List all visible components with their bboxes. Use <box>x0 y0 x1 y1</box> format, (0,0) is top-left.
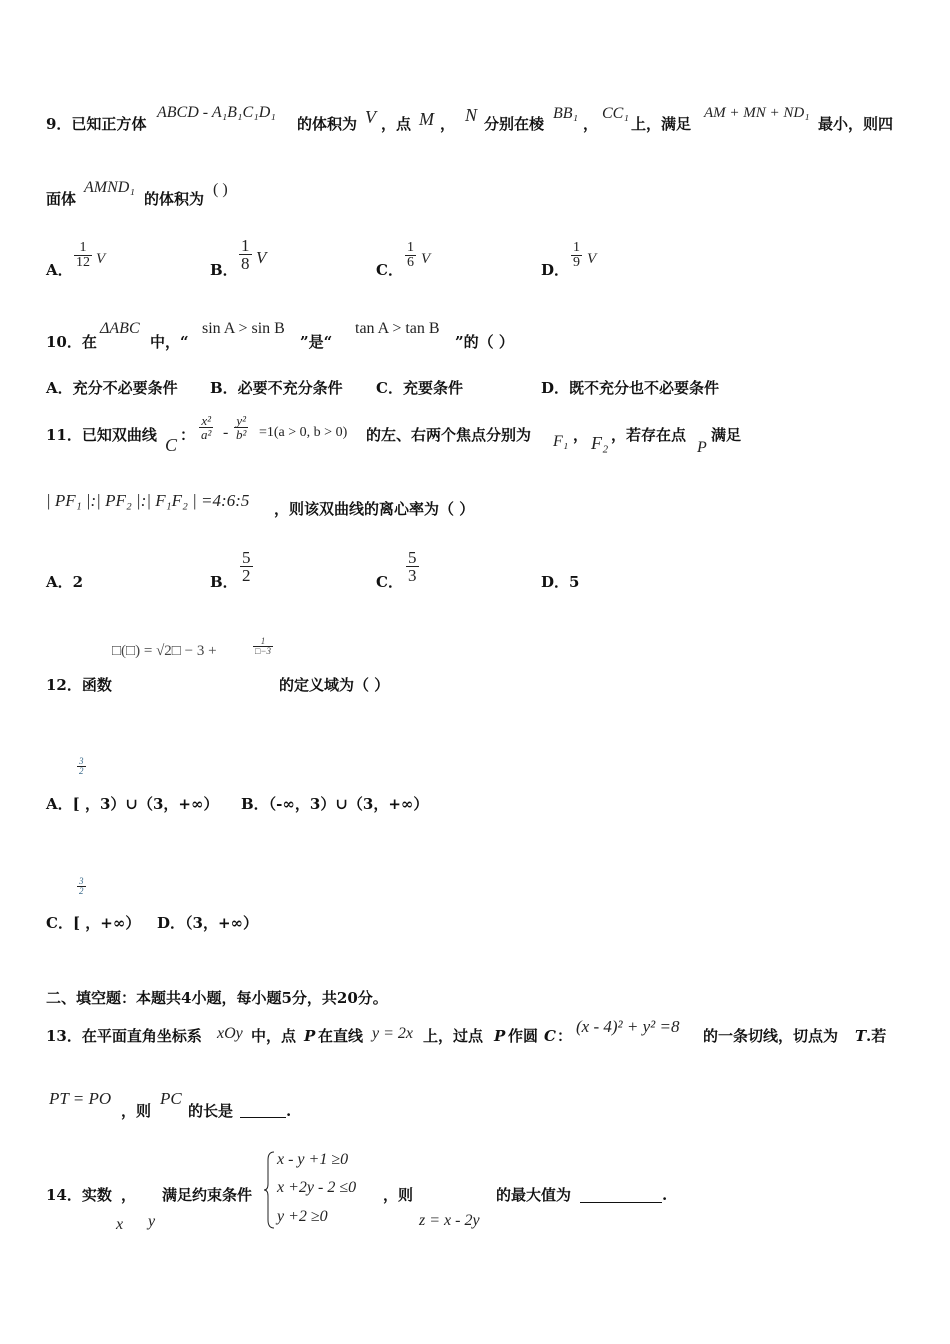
q14-label: 14．实数 <box>46 1186 112 1204</box>
q9-expr: AM + MN + ND₁ <box>704 105 810 121</box>
q9-text-7: 最小，则四 <box>818 115 894 133</box>
q14-end: . <box>662 1186 668 1204</box>
q11-rhs: =1(a > 0, b > 0) <box>259 425 348 440</box>
q12-option-c: C．[ ，+∞） <box>46 914 141 932</box>
q14-y: y <box>148 1213 156 1230</box>
q12-option-d: D．（3，+∞） <box>157 914 259 932</box>
q12-text-1: 的定义域为（ ） <box>279 676 390 694</box>
q13-text-2: 在直线 <box>318 1027 364 1045</box>
q13-text-1: 中，点 <box>251 1027 297 1045</box>
q14-text-2: ，则 <box>383 1186 414 1204</box>
q9-text-4: 分别在棱 <box>484 115 545 133</box>
q11-y-over-b: $\frac{\text{y²}}{\text{b²}}$ <box>236 413 247 442</box>
q9-text-5: ， <box>583 115 599 133</box>
q14-answer-blank[interactable] <box>580 1190 662 1203</box>
q9-tet: AMND₁ <box>84 179 135 196</box>
q9-text-2: ，点 <box>381 115 412 133</box>
q9-M: M <box>419 109 434 129</box>
q9-option-c-fraction: $\frac{1}{6}$ <box>407 240 414 270</box>
q11-C: C <box>165 435 178 455</box>
q11-x-over-a: $\frac{\text{x²}}{\text{a²}}$ <box>201 413 212 442</box>
q14-constraint-3: y +2 ≥0 <box>277 1208 328 1225</box>
q9-line2-a: 面体 <box>46 190 77 208</box>
q9-option-b-V: V <box>256 248 267 267</box>
q11-option-b-label: B． <box>210 573 238 591</box>
q12-label: 12．函数 <box>46 676 112 694</box>
q13-xOy: xOy <box>217 1025 243 1042</box>
q11-option-b-fraction: $\frac{5}{2}$ <box>242 548 251 585</box>
q10-triangle: ΔABC <box>100 320 140 337</box>
q14-text-1: 满足约束条件 <box>162 1186 253 1204</box>
q13-P2: P <box>494 1027 506 1045</box>
q9-text-6: 上，满足 <box>631 115 692 133</box>
q10-option-c: C．充要条件 <box>376 379 463 397</box>
q10-text-3: ”的（ ） <box>455 333 514 351</box>
q9-text-3: ， <box>440 115 456 133</box>
q9-CC1: CC₁ <box>602 105 629 122</box>
q9-option-d-V: V <box>587 251 597 267</box>
q14-comma: ， <box>121 1186 137 1204</box>
q13-answer-blank[interactable] <box>240 1105 286 1118</box>
q9-text-1: 的体积为 <box>297 115 358 133</box>
q9-V: V <box>365 107 376 127</box>
q9-option-b-fraction: $\frac{1}{8}$ <box>241 236 250 273</box>
q11-option-d: D．5 <box>541 573 580 591</box>
q11-ratio: | PF₁ |:| PF₂ |:| F₁F₂ | =4:6:5 <box>46 491 250 510</box>
q9-option-c-V: V <box>421 251 431 267</box>
q12-option-c-fraction: $\frac{3}{2}$ <box>79 876 84 896</box>
q9-option-a-label: A． <box>46 261 73 279</box>
q9-line2-b: 的体积为 <box>144 190 205 208</box>
q13-C: C <box>544 1027 556 1045</box>
q14-constraint-2: x +2y - 2 ≤0 <box>277 1179 357 1196</box>
q11-P: P <box>697 439 707 456</box>
q11-F2: F₂ <box>591 433 609 453</box>
q9-option-d-fraction: $\frac{1}{9}$ <box>573 240 580 270</box>
q13-end: . <box>286 1102 292 1120</box>
q14-system-brace <box>264 1150 276 1230</box>
q9-cube: ABCD - A₁B₁C₁D₁ <box>157 104 276 121</box>
q13-T: T <box>855 1027 867 1045</box>
q11-option-a: A．2 <box>46 573 84 591</box>
q12-function: □(□) = √2□ − 3 + <box>112 643 217 659</box>
q11-text-4: ，则该双曲线的离心率为（ ） <box>274 500 475 518</box>
q11-text-3: 满足 <box>711 426 742 444</box>
q13-text-7: .若 <box>866 1027 887 1045</box>
q13-text-6: 的一条切线，切点为 <box>703 1027 839 1045</box>
q9-option-d-label: D． <box>541 261 570 279</box>
q13-label: 13．在平面直角坐标系 <box>46 1027 202 1045</box>
q11-label: 11．已知双曲线 <box>46 426 157 444</box>
q11-text-1: 的左、右两个焦点分别为 <box>366 426 532 444</box>
q13-line-eq: y = 2x <box>372 1025 413 1042</box>
q12-option-b: B．（-∞，3）∪（3，+∞） <box>241 795 429 813</box>
q14-constraint-1: x - y +1 ≥0 <box>277 1151 349 1168</box>
q13-text-3: 上，过点 <box>423 1027 484 1045</box>
q10-cond-2: tan A > tan B <box>355 320 440 337</box>
q14-text-3: 的最大值为 <box>496 1186 572 1204</box>
q13-text-8: ，则 <box>121 1102 152 1120</box>
q10-option-b: B．必要不充分条件 <box>210 379 343 397</box>
q14-objective: z = x - 2y <box>419 1212 480 1229</box>
q11-F1: F₁ <box>553 433 569 450</box>
q13-condition: PT = PO <box>49 1089 112 1108</box>
q9-label: 9．已知正方体 <box>46 115 147 133</box>
q12-function-fraction: $\frac{1}{□-3}$ <box>255 636 272 656</box>
q13-PC: PC <box>160 1089 182 1108</box>
q11-text-2: ，若存在点 <box>611 426 687 444</box>
q10-text-2: ”是“ <box>300 333 333 351</box>
q14-x: x <box>116 1216 124 1233</box>
q11-option-c-label: C． <box>376 573 403 591</box>
q13-text-4: 作圆 <box>508 1027 539 1045</box>
q10-option-a: A．充分不必要条件 <box>46 379 178 397</box>
q10-text-1: 中，“ <box>150 333 189 351</box>
q13-circle-eq: (x - 4)² + y² =8 <box>576 1017 680 1036</box>
q11-minus: - <box>223 424 229 441</box>
q9-paren: ( ) <box>213 181 228 198</box>
q10-label: 10．在 <box>46 333 97 351</box>
q9-option-a-fraction: $\frac{1}{12}$ <box>76 240 90 270</box>
q10-cond-1: sin A > sin B <box>202 320 285 337</box>
q9-option-a-V: V <box>96 251 106 267</box>
q12-option-a: A．[ ，3）∪（3，+∞） <box>46 795 219 813</box>
q11-option-c-fraction: $\frac{5}{3}$ <box>408 548 417 585</box>
q10-option-d: D．既不充分也不必要条件 <box>541 379 720 397</box>
q13-text-5: ： <box>557 1027 573 1045</box>
section-2-heading: 二、填空题：本题共4小题，每小题5分，共20分。 <box>46 989 388 1007</box>
q11-colon: ： <box>180 426 196 444</box>
q9-N: N <box>465 105 478 125</box>
q9-option-c-label: C． <box>376 261 403 279</box>
q13-text-9: 的长是 <box>188 1102 234 1120</box>
q11-comma: ， <box>573 426 589 444</box>
q13-P: P <box>304 1027 316 1045</box>
q12-option-a-fraction: $\frac{3}{2}$ <box>79 756 84 776</box>
q9-option-b-label: B． <box>210 261 238 279</box>
q9-BB1: BB₁ <box>553 105 579 122</box>
